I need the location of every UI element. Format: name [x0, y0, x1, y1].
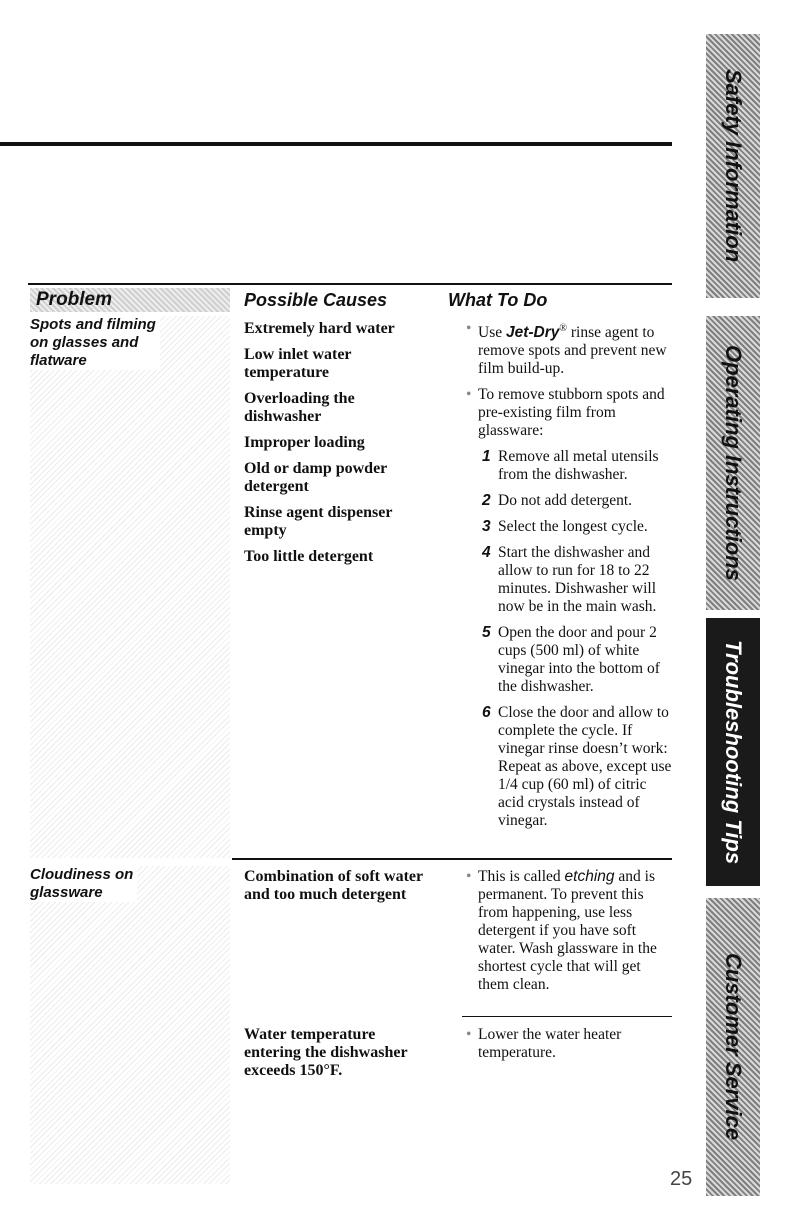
- step-item: 6 Close the door and allow to complete the cycle. If vinegar rinse doesn’t work: Repeat as above, except use 1/4 cup (60 ml) of citric acid crystals instead of vinegar.: [482, 704, 672, 830]
- step-item: 4 Start the dishwasher and allow to run for 18 to 22 minutes. Dishwasher will now be in the main wash.: [482, 544, 657, 616]
- problem-cell-spots: [30, 316, 230, 858]
- problem-cell-cloudiness: [30, 866, 230, 1184]
- step-item: 3 Select the longest cycle.: [482, 518, 648, 536]
- step-item: 2 Do not add detergent.: [482, 492, 633, 510]
- problem-cloudiness: Cloudiness on glassware: [30, 866, 137, 902]
- cause-item: Old or damp powder detergent: [244, 460, 387, 495]
- steps-list: [482, 448, 672, 830]
- todo-bullet-etching: • This is called etching and is permanent. To prevent this from happening, use less detergent if you have soft water. Wash glassware in the shortest cycle that will get them clean.: [462, 868, 672, 994]
- cause-item: Improper loading: [244, 434, 365, 451]
- cause-item: Too little detergent: [244, 548, 374, 565]
- problem-spots-filming: Spots and filming on glasses and flatware: [30, 316, 160, 370]
- header-what-to-do: What To Do: [448, 290, 548, 310]
- header-problem: [30, 288, 230, 312]
- cause-item: Combination of soft water and too much detergent: [244, 868, 423, 903]
- section-sidebar: [706, 34, 760, 1196]
- cause-water-temperature: [244, 1026, 434, 1088]
- tab-operating-instructions[interactable]: Operating Instructions: [706, 316, 760, 610]
- tab-customer-service[interactable]: Customer Service: [706, 898, 760, 1196]
- jet-dry-term: Jet-Dry: [505, 324, 560, 342]
- cause-item: Overloading the dishwasher: [244, 390, 355, 425]
- cause-soft-water: [244, 868, 434, 912]
- cause-item: Rinse agent dispenser empty: [244, 504, 393, 539]
- header-possible-causes: Possible Causes: [244, 290, 388, 310]
- tab-troubleshooting-tips[interactable]: Troubleshooting Tips: [706, 618, 760, 886]
- sub-row-divider: [462, 1016, 672, 1017]
- todo-bullet-stubborn: • To remove stubborn spots and pre-existing film from glassware:: [462, 386, 672, 440]
- header-rule: [28, 283, 672, 285]
- todo-lower-heater: [462, 1026, 672, 1070]
- todo-etching: [462, 868, 672, 1002]
- cause-item: Low inlet water temperature: [244, 346, 352, 381]
- header-problem-label: Problem: [36, 289, 113, 310]
- step-item: 5 Open the door and pour 2 cups (500 ml) of white vinegar into the bottom of the dishwasher.: [482, 624, 660, 696]
- todo-bullet-jet-dry: • Use Jet-Dry® rinse agent to remove spots and prevent new film build-up.: [462, 320, 672, 378]
- row-divider: [232, 858, 672, 860]
- top-rule: [0, 142, 672, 146]
- tab-safety-information[interactable]: Safety Information: [706, 34, 760, 298]
- causes-list-spots: [244, 320, 434, 574]
- etching-term: etching: [564, 868, 615, 885]
- page-number: 25: [670, 1168, 693, 1190]
- cause-item: Water temperature entering the dishwasher exceeds 150°F.: [244, 1026, 408, 1079]
- cause-item: Extremely hard water: [244, 320, 395, 337]
- todo-bullet-heater: • Lower the water heater temperature.: [462, 1026, 672, 1062]
- todo-spots: [462, 320, 672, 838]
- step-item: 1 Remove all metal utensils from the dishwasher.: [482, 448, 659, 484]
